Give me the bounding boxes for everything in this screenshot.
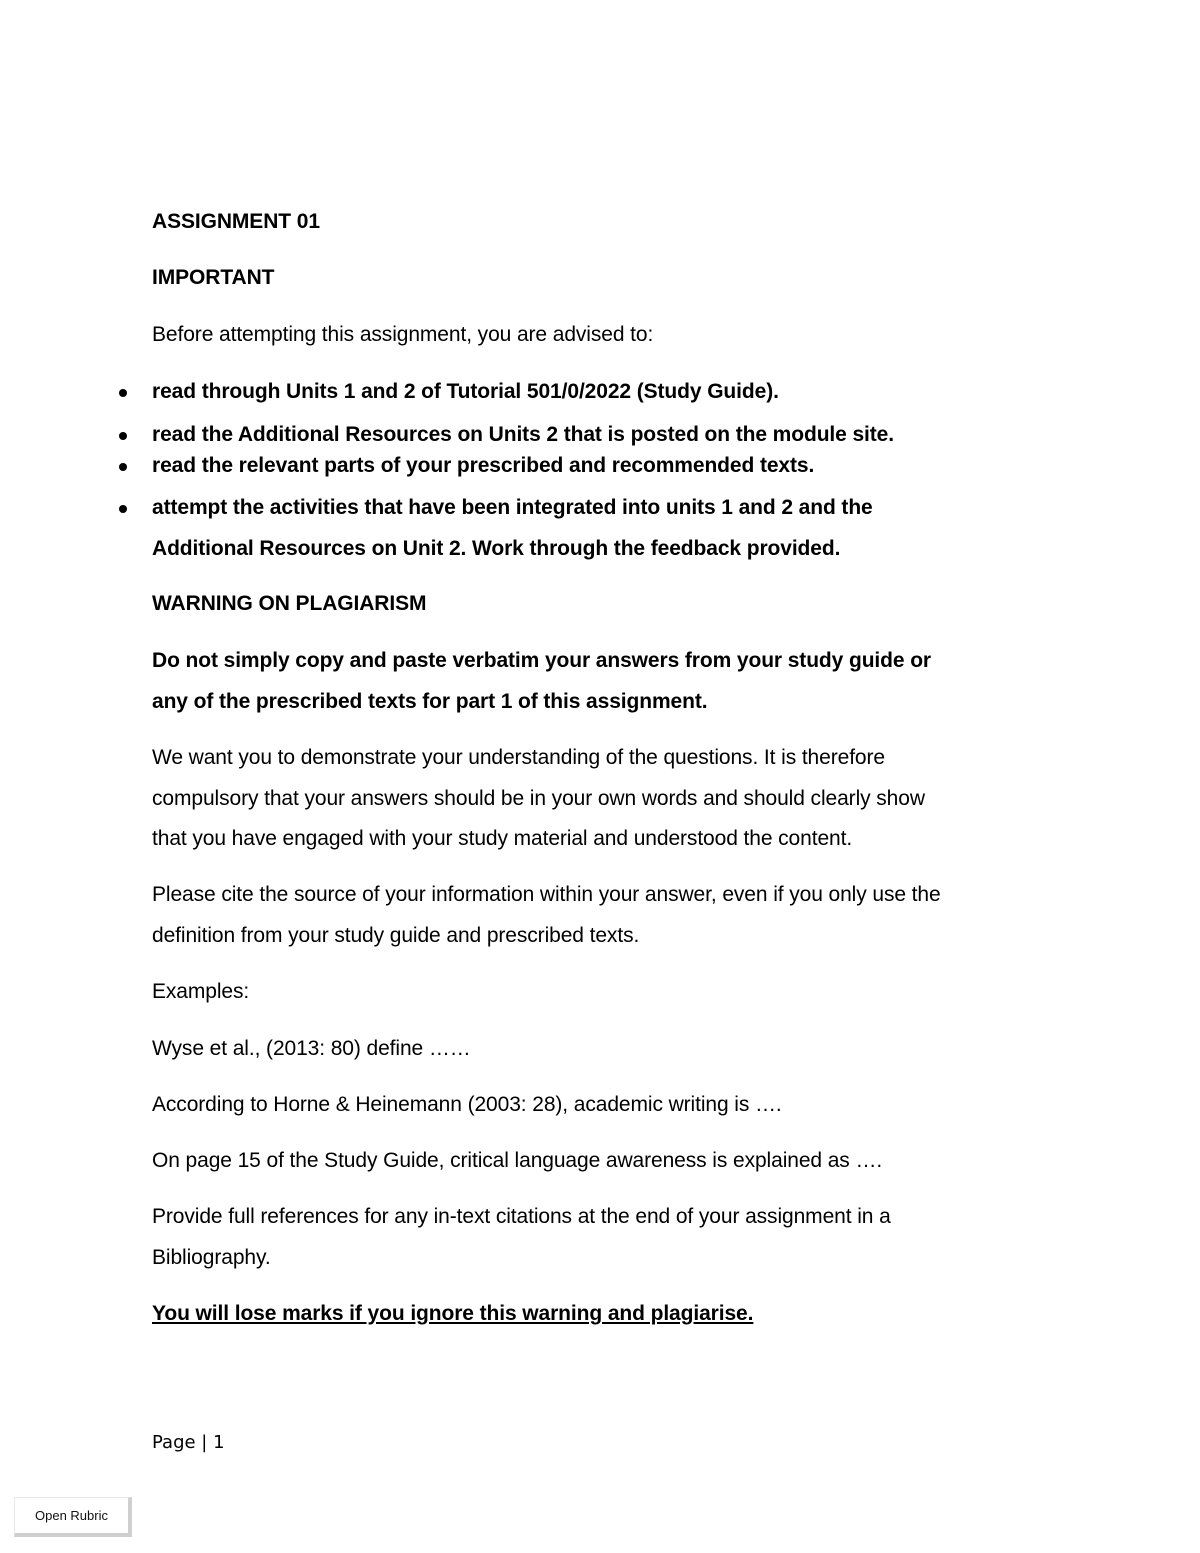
bullet-item bbox=[152, 454, 814, 478]
paragraph-line: compulsory that your answers should be in your own words and should clearly show bbox=[152, 787, 925, 810]
bullet-icon bbox=[119, 463, 127, 471]
assignment-title: ASSIGNMENT 01 bbox=[152, 210, 320, 233]
warning-text-line: Do not simply copy and paste verbatim your answers from your study guide or bbox=[152, 649, 931, 672]
bullet-item bbox=[152, 380, 779, 404]
final-warning: You will lose marks if you ignore this warning and plagiarise. bbox=[152, 1302, 754, 1325]
paragraph-line: Please cite the source of your information within your answer, even if you only use the bbox=[152, 883, 941, 906]
bullet-icon bbox=[119, 389, 127, 397]
example-item: On page 15 of the Study Guide, critical language awareness is explained as …. bbox=[152, 1149, 883, 1172]
example-item: According to Horne & Heinemann (2003: 28), academic writing is …. bbox=[152, 1093, 782, 1116]
bullet-item bbox=[152, 423, 894, 447]
bullet-icon bbox=[119, 505, 127, 513]
paragraph-line: definition from your study guide and prescribed texts. bbox=[152, 924, 640, 947]
paragraph-line: Provide full references for any in-text citations at the end of your assignment in a bbox=[152, 1205, 891, 1228]
paragraph-line: Bibliography. bbox=[152, 1246, 271, 1269]
warning-heading: WARNING ON PLAGIARISM bbox=[152, 592, 427, 615]
intro-text: Before attempting this assignment, you are advised to: bbox=[152, 323, 654, 346]
example-item: Wyse et al., (2013: 80) define …… bbox=[152, 1037, 471, 1060]
bullet-icon bbox=[119, 432, 127, 440]
bullet-text: attempt the activities that have been integrated into units 1 and 2 and the bbox=[152, 496, 873, 519]
bullet-text: read through Units 1 and 2 of Tutorial 501/0/2022 (Study Guide). bbox=[152, 380, 779, 403]
bullet-text: read the Additional Resources on Units 2 that is posted on the module site. bbox=[152, 423, 894, 446]
warning-text-line: any of the prescribed texts for part 1 of this assignment. bbox=[152, 690, 708, 713]
bullet-text: read the relevant parts of your prescribed and recommended texts. bbox=[152, 454, 815, 477]
page-number-footer: Page | 1 bbox=[152, 1432, 225, 1453]
bullet-continuation: Additional Resources on Unit 2. Work through the feedback provided. bbox=[152, 537, 841, 560]
bullet-item bbox=[152, 496, 873, 520]
paragraph-line: that you have engaged with your study material and understood the content. bbox=[152, 827, 853, 850]
paragraph-line: We want you to demonstrate your understanding of the questions. It is therefore bbox=[152, 746, 885, 769]
examples-label: Examples: bbox=[152, 980, 250, 1003]
important-heading: IMPORTANT bbox=[152, 266, 275, 289]
open-rubric-button[interactable]: Open Rubric bbox=[14, 1497, 132, 1537]
